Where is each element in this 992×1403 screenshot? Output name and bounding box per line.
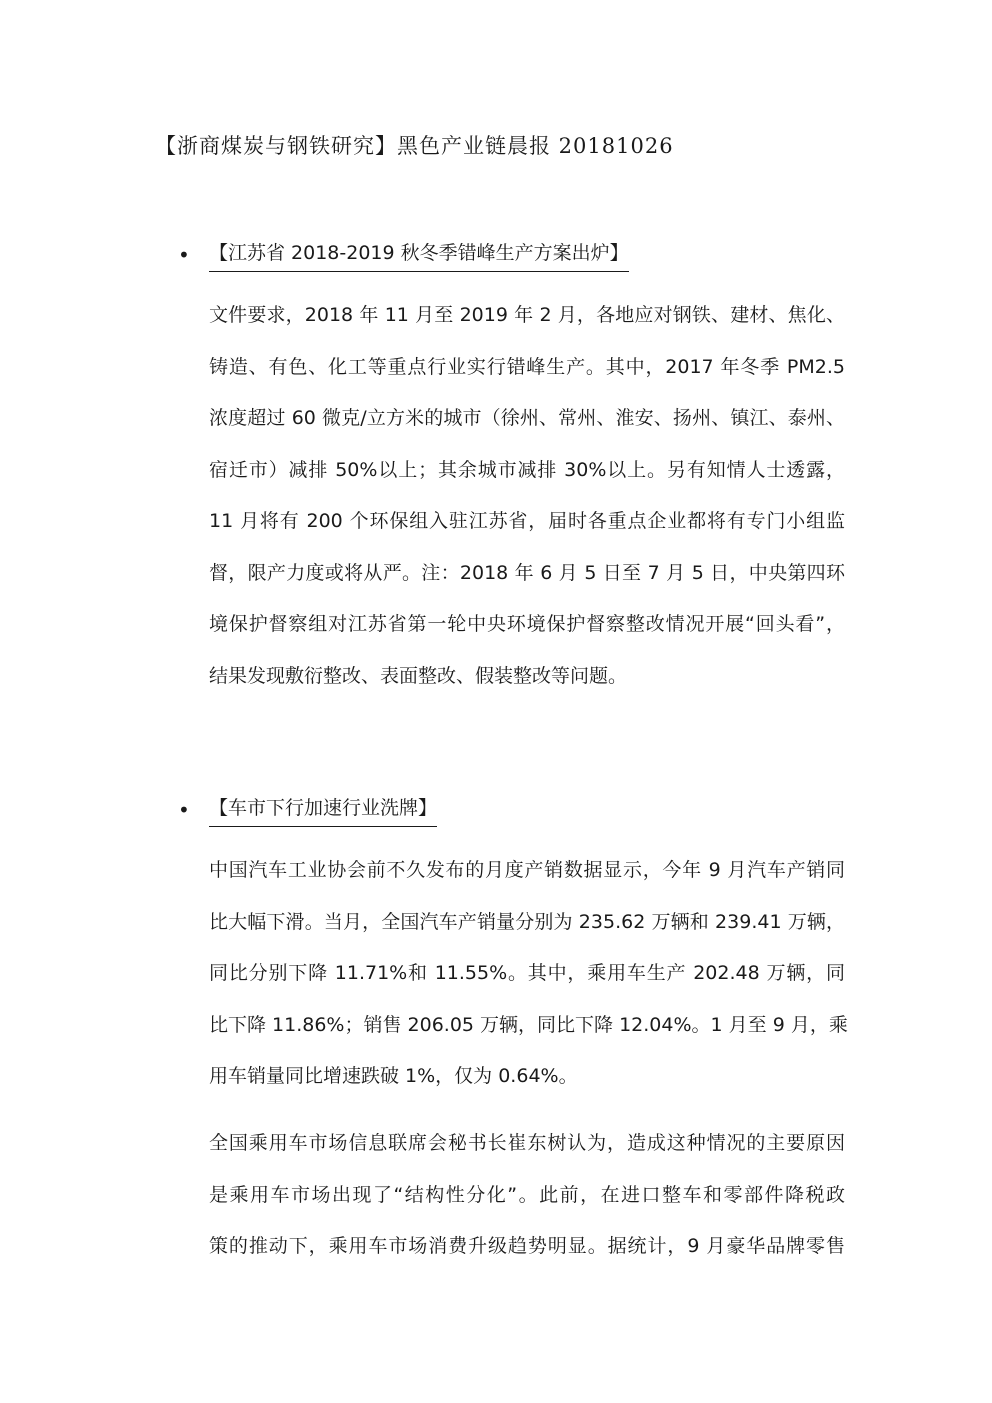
paragraph-line: 比下降 11.86%；销售 206.05 万辆，同比下降 12.04%。1 月至 9 月，乘 bbox=[209, 1013, 848, 1036]
paragraph-line: 铸造、有色、化工等重点行业实行错峰生产。其中，2017 年冬季 PM2.5 bbox=[209, 355, 845, 378]
paragraph-line: 浓度超过 60 微克/立方米的城市（徐州、常州、淮安、扬州、镇江、泰州、 bbox=[209, 407, 845, 429]
paragraph-line: 是乘用车市场出现了“结构性分化”。此前，在进口整车和零部件降税政 bbox=[209, 1183, 845, 1206]
paragraph-line: 中国汽车工业协会前不久发布的月度产销数据显示，今年 9 月汽车产销同 bbox=[209, 859, 845, 881]
bullet-icon: • bbox=[178, 243, 190, 267]
section-heading: 【车市下行加速行业洗牌】 bbox=[209, 791, 437, 827]
paragraph-line: 境保护督察组对江苏省第一轮中央环境保护督察整改情况开展“回头看”， bbox=[209, 613, 845, 635]
paragraph bbox=[209, 1118, 845, 1273]
paragraph-line: 督，限产力度或将从严。注：2018 年 6 月 5 日至 7 月 5 日，中央第四环 bbox=[209, 561, 845, 584]
paragraph-line: 比大幅下滑。当月，全国汽车产销量分别为 235.62 万辆和 239.41 万辆， bbox=[209, 910, 845, 933]
paragraph-line: 宿迁市）减排 50%以上；其余城市减排 30%以上。另有知情人士透露， bbox=[209, 458, 845, 481]
paragraph-line: 11 月将有 200 个环保组入驻江苏省，届时各重点企业都将有专门小组监 bbox=[209, 510, 845, 532]
document-title: 【浙商煤炭与钢铁研究】黑色产业链晨报 20181026 bbox=[155, 134, 674, 158]
section-heading: 【江苏省 2018-2019 秋冬季错峰生产方案出炉】 bbox=[209, 236, 629, 272]
paragraph bbox=[209, 290, 845, 702]
paragraph bbox=[209, 845, 848, 1103]
paragraph-line: 策的推动下，乘用车市场消费升级趋势明显。据统计，9 月豪华品牌零售 bbox=[209, 1235, 845, 1257]
paragraph-line: 用车销量同比增速跌破 1%，仅为 0.64%。 bbox=[209, 1065, 578, 1087]
bullet-icon: • bbox=[178, 798, 190, 822]
paragraph-line: 文件要求，2018 年 11 月至 2019 年 2 月，各地应对钢铁、建材、焦化、 bbox=[209, 304, 845, 326]
paragraph-line: 全国乘用车市场信息联席会秘书长崔东树认为，造成这种情况的主要原因 bbox=[209, 1132, 845, 1154]
paragraph-line: 同比分别下降 11.71%和 11.55%。其中，乘用车生产 202.48 万辆，同 bbox=[209, 962, 845, 984]
paragraph-line: 结果发现敷衍整改、表面整改、假装整改等问题。 bbox=[209, 664, 628, 687]
